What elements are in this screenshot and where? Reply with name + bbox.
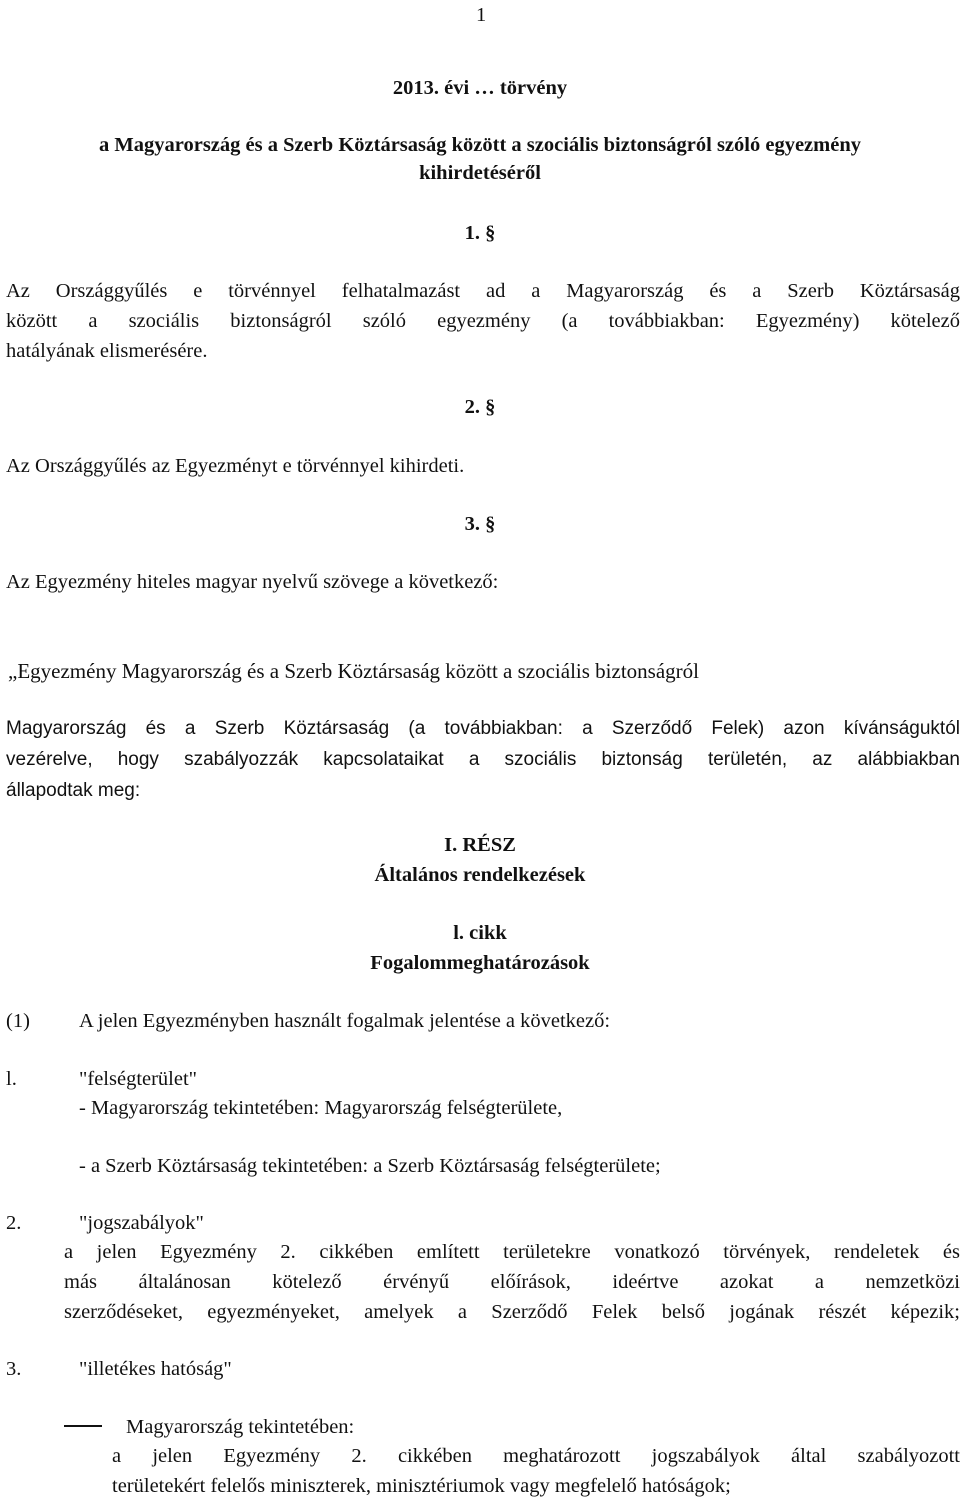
section-1-line-2: között a szociális biztonságról szóló egyezmény (a továbbiakban: Egyezmény) kötelező <box>6 310 960 332</box>
definition-3-marker: 3. <box>6 1358 22 1380</box>
definition-2-term: "jogszabályok" <box>79 1212 204 1234</box>
page-number: 1 <box>476 4 487 26</box>
definition-1-line-2: - a Szerb Köztársaság tekintetében: a Szerb Köztársaság felségterülete; <box>79 1155 661 1177</box>
definition-3-term: "illetékes hatóság" <box>79 1358 232 1380</box>
dash-bullet <box>64 1425 102 1427</box>
law-subtitle-line-2: kihirdetéséről <box>419 162 541 184</box>
preamble-line-3: állapodtak meg: <box>6 780 141 801</box>
definition-1-line-1: - Magyarország tekintetében: Magyarország felségterülete, <box>79 1097 563 1119</box>
section-2-heading: 2. § <box>464 396 496 418</box>
definition-1-term: "felségterület" <box>79 1068 198 1090</box>
preamble-line-2: vezérelve, hogy szabályozzák kapcsolataikat a szociális biztonság területén, az alábbiakban <box>6 749 960 770</box>
definition-2-line-3: szerződéseket, egyezményeket, amelyek a Szerződő Felek belső jogának részét képezik; <box>64 1301 960 1323</box>
part-title: Általános rendelkezések <box>374 864 586 886</box>
law-subtitle-line-1: a Magyarország és a Szerb Köztársaság között a szociális biztonságról szóló egyezmény <box>99 134 861 156</box>
definition-2-text <box>64 1237 960 1327</box>
paragraph-1-marker: (1) <box>6 1010 30 1032</box>
preamble <box>6 713 960 806</box>
definition-3-subheading <box>64 1412 354 1442</box>
law-title: 2013. évi … törvény <box>392 77 568 99</box>
article-title: Fogalommeghatározások <box>370 952 590 974</box>
section-1-text <box>6 276 960 366</box>
section-2-text: Az Országgyűlés az Egyezményt e törvénnyel kihirdeti. <box>6 455 465 477</box>
definition-3-text <box>112 1441 960 1501</box>
definition-3-line-1: a jelen Egyezmény 2. cikkében meghatározott jogszabályok által szabályozott <box>112 1445 960 1467</box>
agreement-title: „Egyezmény Magyarország és a Szerb Köztársaság között a szociális biztonságról <box>8 659 699 683</box>
section-1-line-1: Az Országgyűlés e törvénnyel felhatalmazást ad a Magyarország és a Szerb Köztársaság <box>6 280 960 302</box>
definition-2-line-2: más általánosan kötelező érvényű előírások, ideértve azokat a nemzetközi <box>64 1271 960 1293</box>
definition-2-line-1: a jelen Egyezmény 2. cikkében említett területekre vonatkozó törvények, rendeletek és <box>64 1241 960 1263</box>
section-3-heading: 3. § <box>464 513 496 535</box>
article-number: l. cikk <box>453 922 507 944</box>
definition-3-line-2: területekért felelős miniszterek, minisztériumok vagy megfelelő hatóságok; <box>112 1475 731 1497</box>
section-1-line-3: hatályának elismerésére. <box>6 340 208 362</box>
definition-2-marker: 2. <box>6 1212 22 1234</box>
preamble-line-1: Magyarország és a Szerb Köztársaság (a továbbiakban: a Szerződő Felek) azon kívánságuktól <box>6 718 960 739</box>
definition-1-marker: l. <box>6 1068 17 1090</box>
definition-3-subheading-text: Magyarország tekintetében: <box>126 1416 355 1438</box>
part-number: I. RÉSZ <box>444 834 516 856</box>
paragraph-1-text: A jelen Egyezményben használt fogalmak jelentése a következő: <box>79 1010 611 1032</box>
section-3-text: Az Egyezmény hiteles magyar nyelvű szövege a következő: <box>6 571 499 593</box>
section-1-heading: 1. § <box>464 222 496 244</box>
